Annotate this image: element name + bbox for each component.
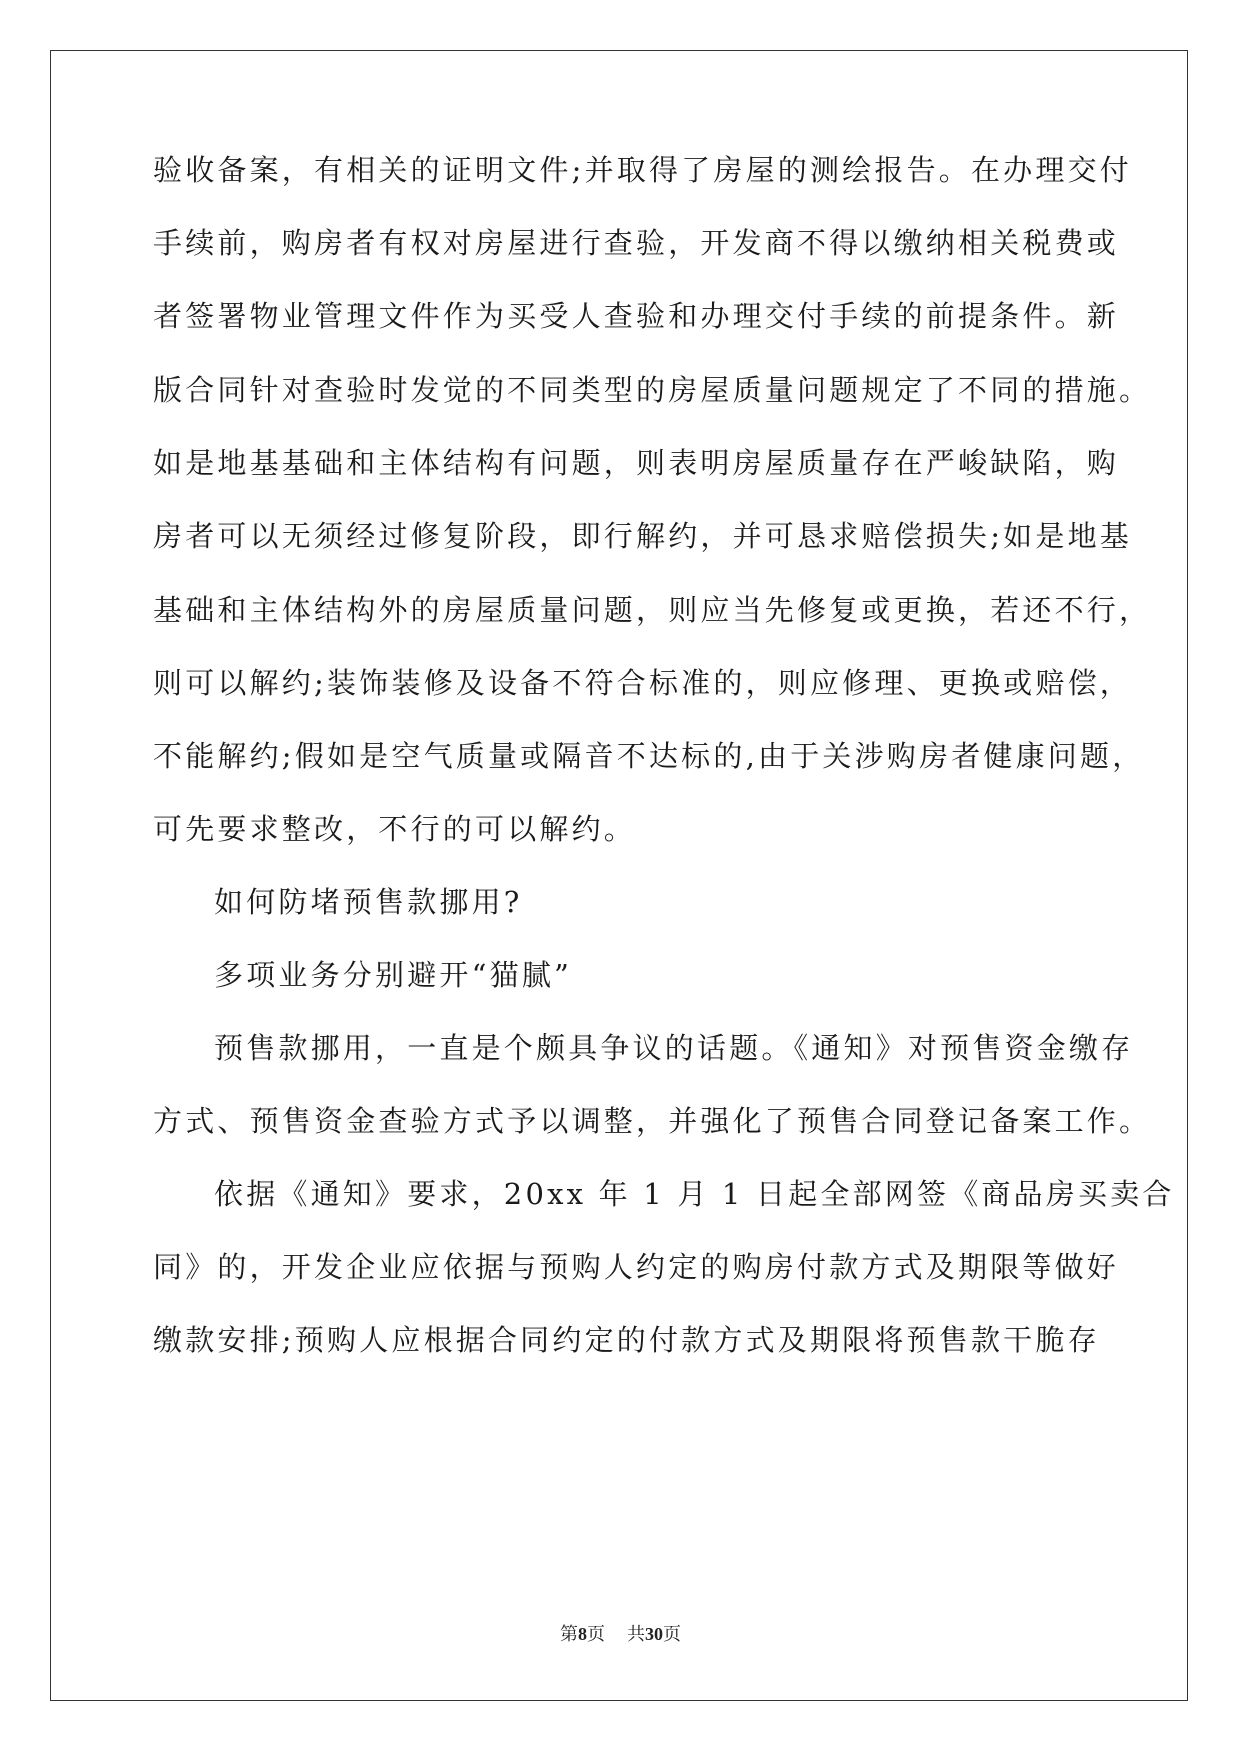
paragraph-line: 不能解约;假如是空气质量或隔音不达标的,由于关涉购房者健康问题， bbox=[153, 739, 1145, 773]
paragraph-line: 验收备案，有相关的证明文件;并取得了房屋的测绘报告。在办理交付 bbox=[153, 153, 1132, 187]
paragraph-line: 可先要求整改，不行的可以解约。 bbox=[153, 812, 637, 846]
paragraph-line: 如是地基基础和主体结构有问题，则表明房屋质量存在严峻缺陷，购 bbox=[153, 446, 1120, 480]
paragraph-line: 同》的，开发企业应依据与预购人约定的购房付款方式及期限等做好 bbox=[153, 1250, 1120, 1284]
footer-prefix: 第 bbox=[560, 1624, 578, 1645]
paragraph-line: 依据《通知》要求，20xx 年 1 月 1 日起全部网签《商品房买卖合 bbox=[214, 1177, 1175, 1211]
paragraph-line: 缴款安排;预购人应根据合同约定的付款方式及期限将预售款干脆存 bbox=[153, 1323, 1100, 1357]
paragraph-line: 版合同针对查验时发觉的不同类型的房屋质量问题规定了不同的措施。 bbox=[153, 373, 1152, 407]
paragraph-line: 基础和主体结构外的房屋质量问题，则应当先修复或更换，若还不行， bbox=[153, 593, 1152, 627]
section-heading: 多项业务分别避开“猫腻” bbox=[214, 958, 573, 992]
page-footer bbox=[0, 1622, 1241, 1647]
footer-total-unit: 页 bbox=[663, 1624, 681, 1645]
current-page-number: 8 bbox=[578, 1624, 587, 1644]
paragraph-line: 则可以解约;装饰装修及设备不符合标准的，则应修理、更换或赔偿， bbox=[153, 666, 1132, 700]
footer-page-unit: 页 bbox=[587, 1624, 605, 1645]
paragraph-line: 预售款挪用，一直是个颇具争议的话题。《通知》对预售资金缴存 bbox=[214, 1031, 1134, 1065]
paragraph-line: 方式、预售资金查验方式予以调整，并强化了预售合同登记备案工作。 bbox=[153, 1104, 1152, 1138]
paragraph-line: 房者可以无须经过修复阶段，即行解约，并可恳求赔偿损失;如是地基 bbox=[153, 519, 1132, 553]
total-page-count: 30 bbox=[645, 1624, 663, 1644]
paragraph-line: 手续前，购房者有权对房屋进行查验，开发商不得以缴纳相关税费或 bbox=[153, 226, 1120, 260]
section-question: 如何防堵预售款挪用? bbox=[214, 885, 523, 919]
paragraph-line: 者签署物业管理文件作为买受人查验和办理交付手续的前提条件。新 bbox=[153, 299, 1120, 333]
footer-total-prefix: 共 bbox=[627, 1624, 645, 1645]
